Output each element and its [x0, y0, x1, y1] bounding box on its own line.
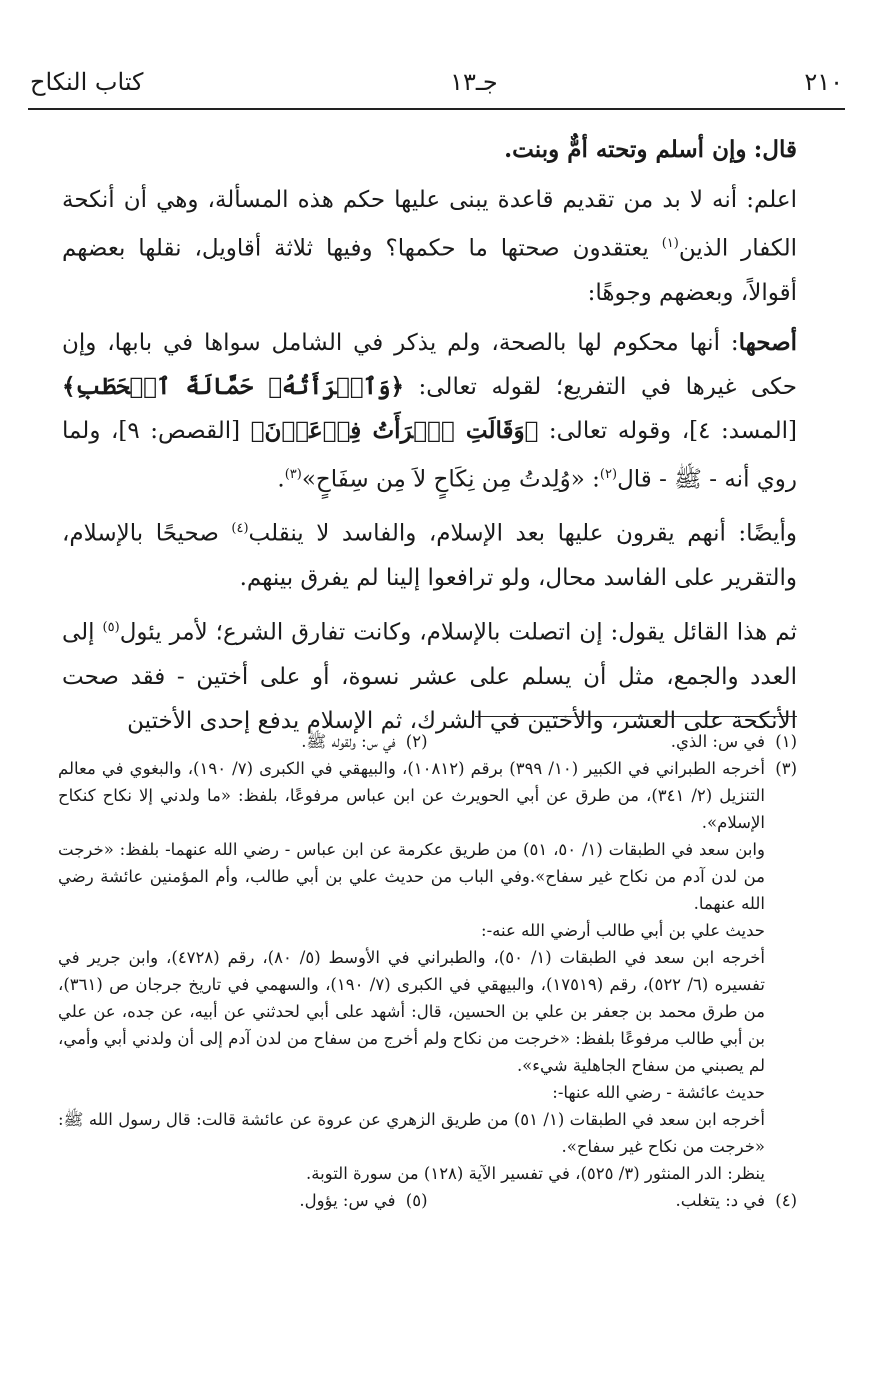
footnote-2-text: في س: ولقوله ﷺ. — [301, 732, 396, 751]
footnote-3-line-7: ينظر: الدر المنثور (٣/ ٥٢٥)، في تفسير الآية (١٢٨) من سورة التوبة. — [305, 1164, 765, 1183]
paragraph-2-text-b: وقوله تعالى: — [548, 417, 672, 444]
page-number: ٢١٠ — [804, 68, 843, 96]
footnote-pair-1-2 — [58, 728, 797, 755]
footnote-ref-4: (٤) — [231, 521, 249, 537]
paragraph-3 — [62, 507, 797, 600]
footnote-3-line-4: أخرجه ابن سعد في الطبقات (١/ ٥٠)، والطبراني في الأوسط (٥/ ٨٠)، رقم (٤٧٢٨)، وابن جرير في تفسيره (٦/ ٥٢٢)، رقم (١٧٥١٩)، والبيهقي في الكبرى (٧/ ١٩٠)، والسهمي في تاريخ جرجان ص (٣٦١)، من طرق محمد بن جعفر بن علي بن الحسين، قال: أشهد على أبي لحدثني عن أبيه، عن جده، عن علي بن أبي طالب مرفوعًا بلفظ: «خرجت من نكاح ولم أخرج من سفاح من لدن آدم إلى أن ولدني أبي وأمي، لم يصبني من سفاح الجاهلية شيء». — [58, 948, 766, 1075]
footnote-3-line-5: حديث عائشة - رضي الله عنها-: — [552, 1083, 765, 1102]
hadith-quote: : «وُلِدتُ مِن نِكَاحٍ لاَ مِن سِفَاحٍ» — [301, 466, 600, 493]
issue-statement — [62, 128, 797, 172]
footnote-2-number: (٢) — [405, 732, 428, 751]
quran-verse-1: ﴿وَٱمۡرَأَتُهُۥ حَمَّالَةَ ٱلۡحَطَبِ﴾ — [62, 372, 404, 400]
footnote-3-line-1: أخرجه الطبراني في الكبير (١٠/ ٣٩٩) برقم (١٠٨١٢)، والبيهقي في الكبرى (٧/ ١٩٠)، والبغوي في معالم التنزيل (٢/ ٣٤١)، من طرق عن أبي الحويرث عن ابن عباس مرفوعًا، بلفظ: «ما ولدني إلا نكاح كنكاح الإسلام». — [58, 759, 765, 832]
footnote-3-line-3: حديث علي بن أبي طالب أرضي الله عنه-: — [481, 921, 765, 940]
footnote-ref-5: (٥) — [102, 619, 120, 635]
quran-reference-2: [القصص: ٩]، — [110, 417, 241, 444]
paragraph-3-text-b: صحيحًا بالإسلام، والتقرير على الفاسد محال، ولو ترافعوا إلينا لم يفرق بينهم. — [62, 520, 797, 591]
footnote-5-number: (٥) — [405, 1191, 428, 1210]
volume-label: جـ١٣ — [450, 68, 498, 96]
paragraph-1 — [62, 178, 797, 315]
paragraph-2-text-a: : أنها محكوم لها بالصحة، ولم يذكر في الشامل سواها في بابها، وإن حكى غيرها في التفريع؛ لقوله تعالى: — [62, 329, 798, 400]
paragraph-1-continuation: يعتقدون صحتها ما حكمها؟ وفيها ثلاثة أقاويل، نقلها بعضهم أقوالاً، وبعضهم وجوهًا: — [62, 235, 797, 306]
paragraph-2 — [62, 321, 797, 502]
paragraph-4-text-b: إلى العدد والجمع، مثل أن يسلم على عشر نسوة، أو على أختين - فقد صحت الأنكحة على العشر، والأختين في الشرك، ثم الإسلام يدفع إحدى الأختين — [62, 619, 797, 734]
footnotes — [58, 728, 797, 1214]
paragraph-2-label: أصحها — [738, 328, 797, 356]
paragraph-2-end: . — [277, 466, 285, 493]
footnote-3 — [58, 755, 797, 1187]
quran-verse-2: ﴿وَقَالَتِ ٱمۡرَأَتُ فِرۡعَوۡنَ﴾ — [250, 416, 539, 444]
header-divider — [28, 108, 845, 110]
footnote-1-number: (١) — [775, 732, 797, 751]
footnote-4-text: في د: يتغلب. — [675, 1191, 765, 1210]
running-header — [30, 62, 843, 102]
issue-label: قال: — [753, 136, 797, 163]
footnote-3-number: (٣) — [775, 759, 797, 778]
footnote-pair-4-5 — [58, 1187, 797, 1214]
footnote-5-text: في س: يؤول. — [299, 1191, 396, 1210]
footnote-divider — [475, 716, 797, 717]
footnote-3-line-6: أخرجه ابن سعد في الطبقات (١/ ٥١) من طريق الزهري عن عروة عن عائشة قالت: قال رسول الله ﷺ: «خرجت من نكاح غير سفاح». — [58, 1110, 765, 1156]
footnote-ref-1: (١) — [661, 236, 679, 251]
quran-reference-1: [المسد: ٤]، — [681, 417, 797, 444]
footnote-5 — [58, 1187, 428, 1214]
footnote-1 — [428, 728, 798, 755]
footnote-ref-3: (٣) — [284, 466, 302, 482]
paragraph-1-text: اعلم: أنه لا بد من تقديم قاعدة يبنى عليها حكم هذه المسألة، وهي أن أنكحة الكفار الذين — [62, 187, 798, 262]
footnote-1-text: في س: الذي. — [670, 732, 765, 751]
footnote-3-line-2: وابن سعد في الطبقات (١/ ٥٠، ٥١) من طريق عكرمة عن ابن عباس - رضي الله عنهما- بلفظ: «خرجت من لدن آدم من نكاح غير سفاح».وفي الباب من حديث علي بن أبي طالب، وأم المؤمنين عائشة رضي الله عنهما. — [58, 840, 765, 913]
paragraph-2-text-c: ولما روي أنه - ﷺ - قال — [62, 417, 797, 493]
issue-text: وإن أسلم وتحته أمٌّ وبنت. — [504, 136, 747, 163]
footnote-3-body — [58, 755, 765, 1187]
footnote-2 — [58, 728, 428, 755]
footnote-4 — [428, 1187, 798, 1214]
footnote-4-number: (٤) — [775, 1191, 797, 1210]
footnote-ref-2: (٢) — [599, 466, 618, 482]
book-title: كتاب النكاح — [30, 68, 144, 96]
paragraph-3-text-a: وأيضًا: أنهم يقرون عليها بعد الإسلام، والفاسد لا ينقلب — [248, 520, 798, 547]
paragraph-4 — [62, 606, 797, 743]
paragraph-4-text-a: ثم هذا القائل يقول: إن اتصلت بالإسلام، وكانت تفارق الشرع؛ لأمر يئول — [119, 619, 797, 646]
main-text — [62, 128, 797, 749]
